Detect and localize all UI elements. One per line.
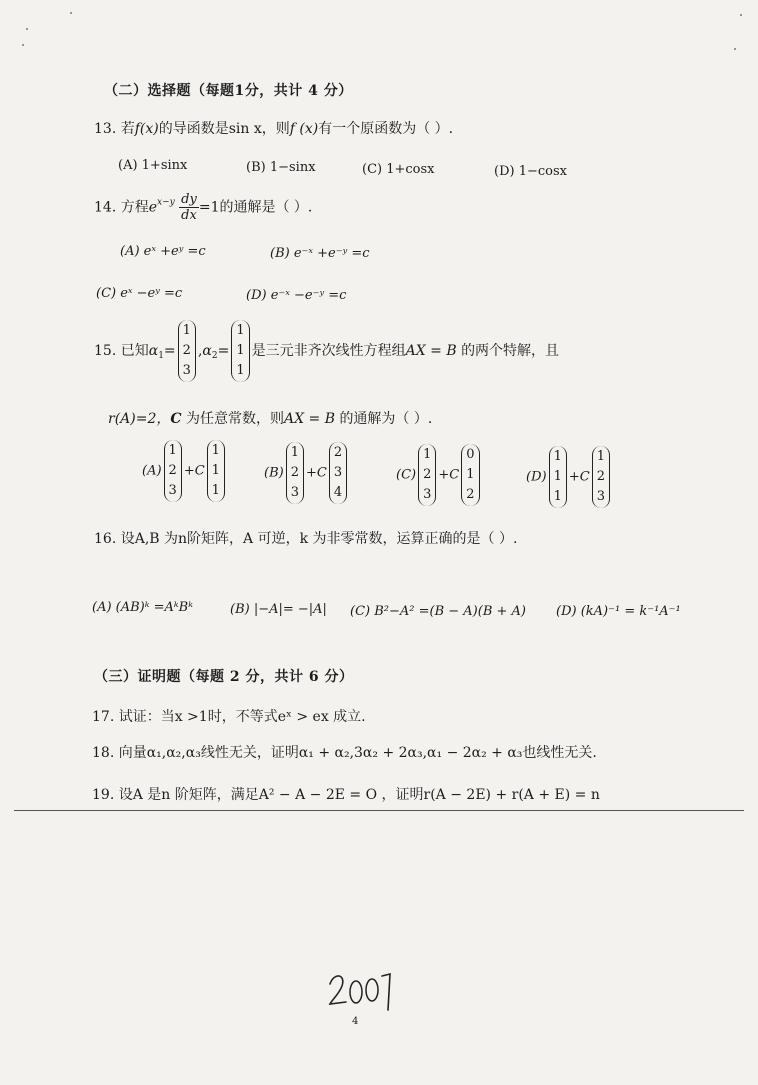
option-vector-1 xyxy=(418,444,436,506)
q13-sinx: sin x xyxy=(228,121,262,137)
question-17: 17. 试证：当x >1时，不等式eˣ > ex 成立. xyxy=(92,709,366,725)
vec-entry: 1 xyxy=(211,463,220,478)
q15-post2: 的两个特解，且 xyxy=(461,343,560,359)
q15-comma: , xyxy=(197,343,203,359)
handwriting-stroke xyxy=(326,966,398,1016)
vec-entry: 1 xyxy=(168,443,177,458)
q15-rank: r(A)=2， xyxy=(108,411,171,427)
vec-entry: 2 xyxy=(333,445,343,460)
vec-entry: 1 xyxy=(236,323,245,338)
scan-speck xyxy=(22,44,24,46)
vec-entry: 2 xyxy=(182,343,191,358)
q14-option-b: (B) e⁻ˣ +e⁻ʸ =c xyxy=(270,246,370,261)
option-vector-2 xyxy=(461,444,479,506)
vec-entry: 4 xyxy=(333,485,343,500)
q13-option-a: (A) 1+sinx xyxy=(118,158,188,173)
q15-a2: α xyxy=(202,343,212,359)
q13-option-c: (C) 1+cosx xyxy=(362,162,435,177)
option-vector-1 xyxy=(286,442,304,504)
q16-option-d: (D) (kA)⁻¹ = k⁻¹A⁻¹ xyxy=(556,604,681,619)
question-14 xyxy=(94,192,312,223)
vec-entry: 0 xyxy=(466,447,475,462)
vec-entry: 1 xyxy=(290,445,299,460)
question-16: 16. 设A,B 为n阶矩阵，A 可逆，k 为非零常数，运算正确的是（ ）. xyxy=(94,531,518,547)
option-label: (B) xyxy=(264,465,284,481)
option-label: (A) xyxy=(142,463,162,479)
option-label: (D) xyxy=(526,469,547,485)
q14-den: dx xyxy=(181,208,197,223)
q13-tail: 有一个原函数为（ ）. xyxy=(318,121,454,137)
q15-line2 xyxy=(108,408,432,428)
q15-a1: α xyxy=(148,343,159,359)
vec-entry: 3 xyxy=(596,489,605,504)
q13-fx: f(x) xyxy=(134,121,159,137)
vec-entry: 2 xyxy=(168,463,177,478)
q15-option-a xyxy=(142,440,227,502)
vec-entry: 3 xyxy=(333,465,343,480)
q15-option-c xyxy=(396,444,482,506)
question-18: 18. 向量α₁,α₂,α₃线性无关，证明α₁ + α₂,3α₂ + 2α₃,α₁ − 2α₂ + α₃也线性无关. xyxy=(92,745,597,761)
page-number: 4 xyxy=(352,1016,359,1027)
plus-c: +C xyxy=(438,467,460,483)
vec-entry: 3 xyxy=(423,487,432,502)
vec-entry: 1 xyxy=(553,489,562,504)
q16-option-c: (C) B²−A² =(B − A)(B + A) xyxy=(350,604,526,619)
scan-speck xyxy=(26,28,28,30)
option-vector-1 xyxy=(164,440,182,502)
question-15 xyxy=(94,320,559,382)
scan-speck xyxy=(734,48,736,50)
q14-option-a: (A) eˣ +eʸ =c xyxy=(120,244,206,259)
vec-entry: 2 xyxy=(423,467,432,482)
question-13 xyxy=(94,118,453,138)
alpha1-vector xyxy=(178,320,196,382)
alpha2-vector xyxy=(231,320,249,382)
q16-option-a: (A) (AB)ᵏ =AᵏBᵏ xyxy=(92,600,193,615)
section-title: （二）选择题（每题1分，共计 4 分） xyxy=(104,83,353,99)
q15-option-b xyxy=(264,442,349,504)
q14-fraction xyxy=(179,192,199,223)
q13-pre: 13. 若 xyxy=(94,121,135,137)
vec-entry: 1 xyxy=(236,363,245,378)
plus-c: +C xyxy=(183,463,205,479)
q15-a2sub: 2 xyxy=(211,351,218,361)
q15-c: C xyxy=(170,411,182,427)
q13-mid: 的导函数是 xyxy=(158,121,229,137)
q16-option-b: (B) |−A|= −|A| xyxy=(230,602,327,617)
question-19: 19. 设A 是n 阶矩阵，满足A² − A − 2E = O ，证明r(A − 2E) + r(A + E) = n xyxy=(92,787,600,803)
q14-post: =1的通解是（ ）. xyxy=(198,199,313,216)
q14-option-c: (C) eˣ −eʸ =c xyxy=(96,286,183,301)
option-vector-2 xyxy=(329,442,347,504)
option-label: (C) xyxy=(396,467,417,483)
vec-entry: 1 xyxy=(211,483,220,498)
q15-pre: 15. 已知 xyxy=(94,343,149,359)
vec-entry: 1 xyxy=(553,469,562,484)
q15-post: 是三元非齐次线性方程组 xyxy=(251,343,406,359)
vec-entry: 2 xyxy=(290,465,299,480)
q15-line2-mid: 为任意常数，则 xyxy=(185,411,284,427)
vec-entry: 2 xyxy=(466,487,475,502)
divider-line xyxy=(14,810,744,811)
vec-entry: 1 xyxy=(182,323,191,338)
option-vector-2 xyxy=(207,440,225,502)
q15-line2-post: 的通解为（ ）. xyxy=(339,411,433,427)
q15-eq: = xyxy=(163,343,176,359)
q14-pre: 14. 方程 xyxy=(94,199,149,216)
vec-entry: 3 xyxy=(290,485,299,500)
q13-option-d: (D) 1−cosx xyxy=(494,164,567,179)
plus-c: +C xyxy=(568,469,590,485)
q15-eq2: = xyxy=(217,343,230,359)
q15-option-d xyxy=(526,446,612,508)
vec-entry: 2 xyxy=(596,469,605,484)
q13-option-b: (B) 1−sinx xyxy=(246,160,316,175)
q14-exp: x−y xyxy=(157,197,175,208)
scan-speck xyxy=(740,14,742,16)
section-title: （三）证明题（每题 2 分，共计 6 分） xyxy=(94,669,354,685)
q14-option-d: (D) e⁻ˣ −e⁻ʸ =c xyxy=(246,288,347,303)
q15-line2-ax: AX = B xyxy=(283,411,335,427)
vec-entry: 1 xyxy=(596,449,605,464)
vec-entry: 3 xyxy=(182,363,191,378)
handwritten-year xyxy=(326,966,398,1020)
vec-entry: 3 xyxy=(168,483,177,498)
q14-num: dy xyxy=(181,192,197,207)
q15-ax: AX = B xyxy=(405,343,457,359)
vec-entry: 1 xyxy=(211,443,220,458)
q13-comma: ，则 xyxy=(261,121,290,137)
vec-entry: 1 xyxy=(553,449,562,464)
q13-fx2: f (x) xyxy=(289,121,319,137)
option-vector-2 xyxy=(592,446,610,508)
vec-entry: 1 xyxy=(466,467,475,482)
q15-a1sub: 1 xyxy=(158,351,164,361)
scan-speck xyxy=(70,12,72,14)
q14-e: e xyxy=(148,199,158,216)
option-vector-1 xyxy=(549,446,567,508)
plus-c: +C xyxy=(305,465,327,481)
vec-entry: 1 xyxy=(236,343,245,358)
vec-entry: 1 xyxy=(423,447,432,462)
